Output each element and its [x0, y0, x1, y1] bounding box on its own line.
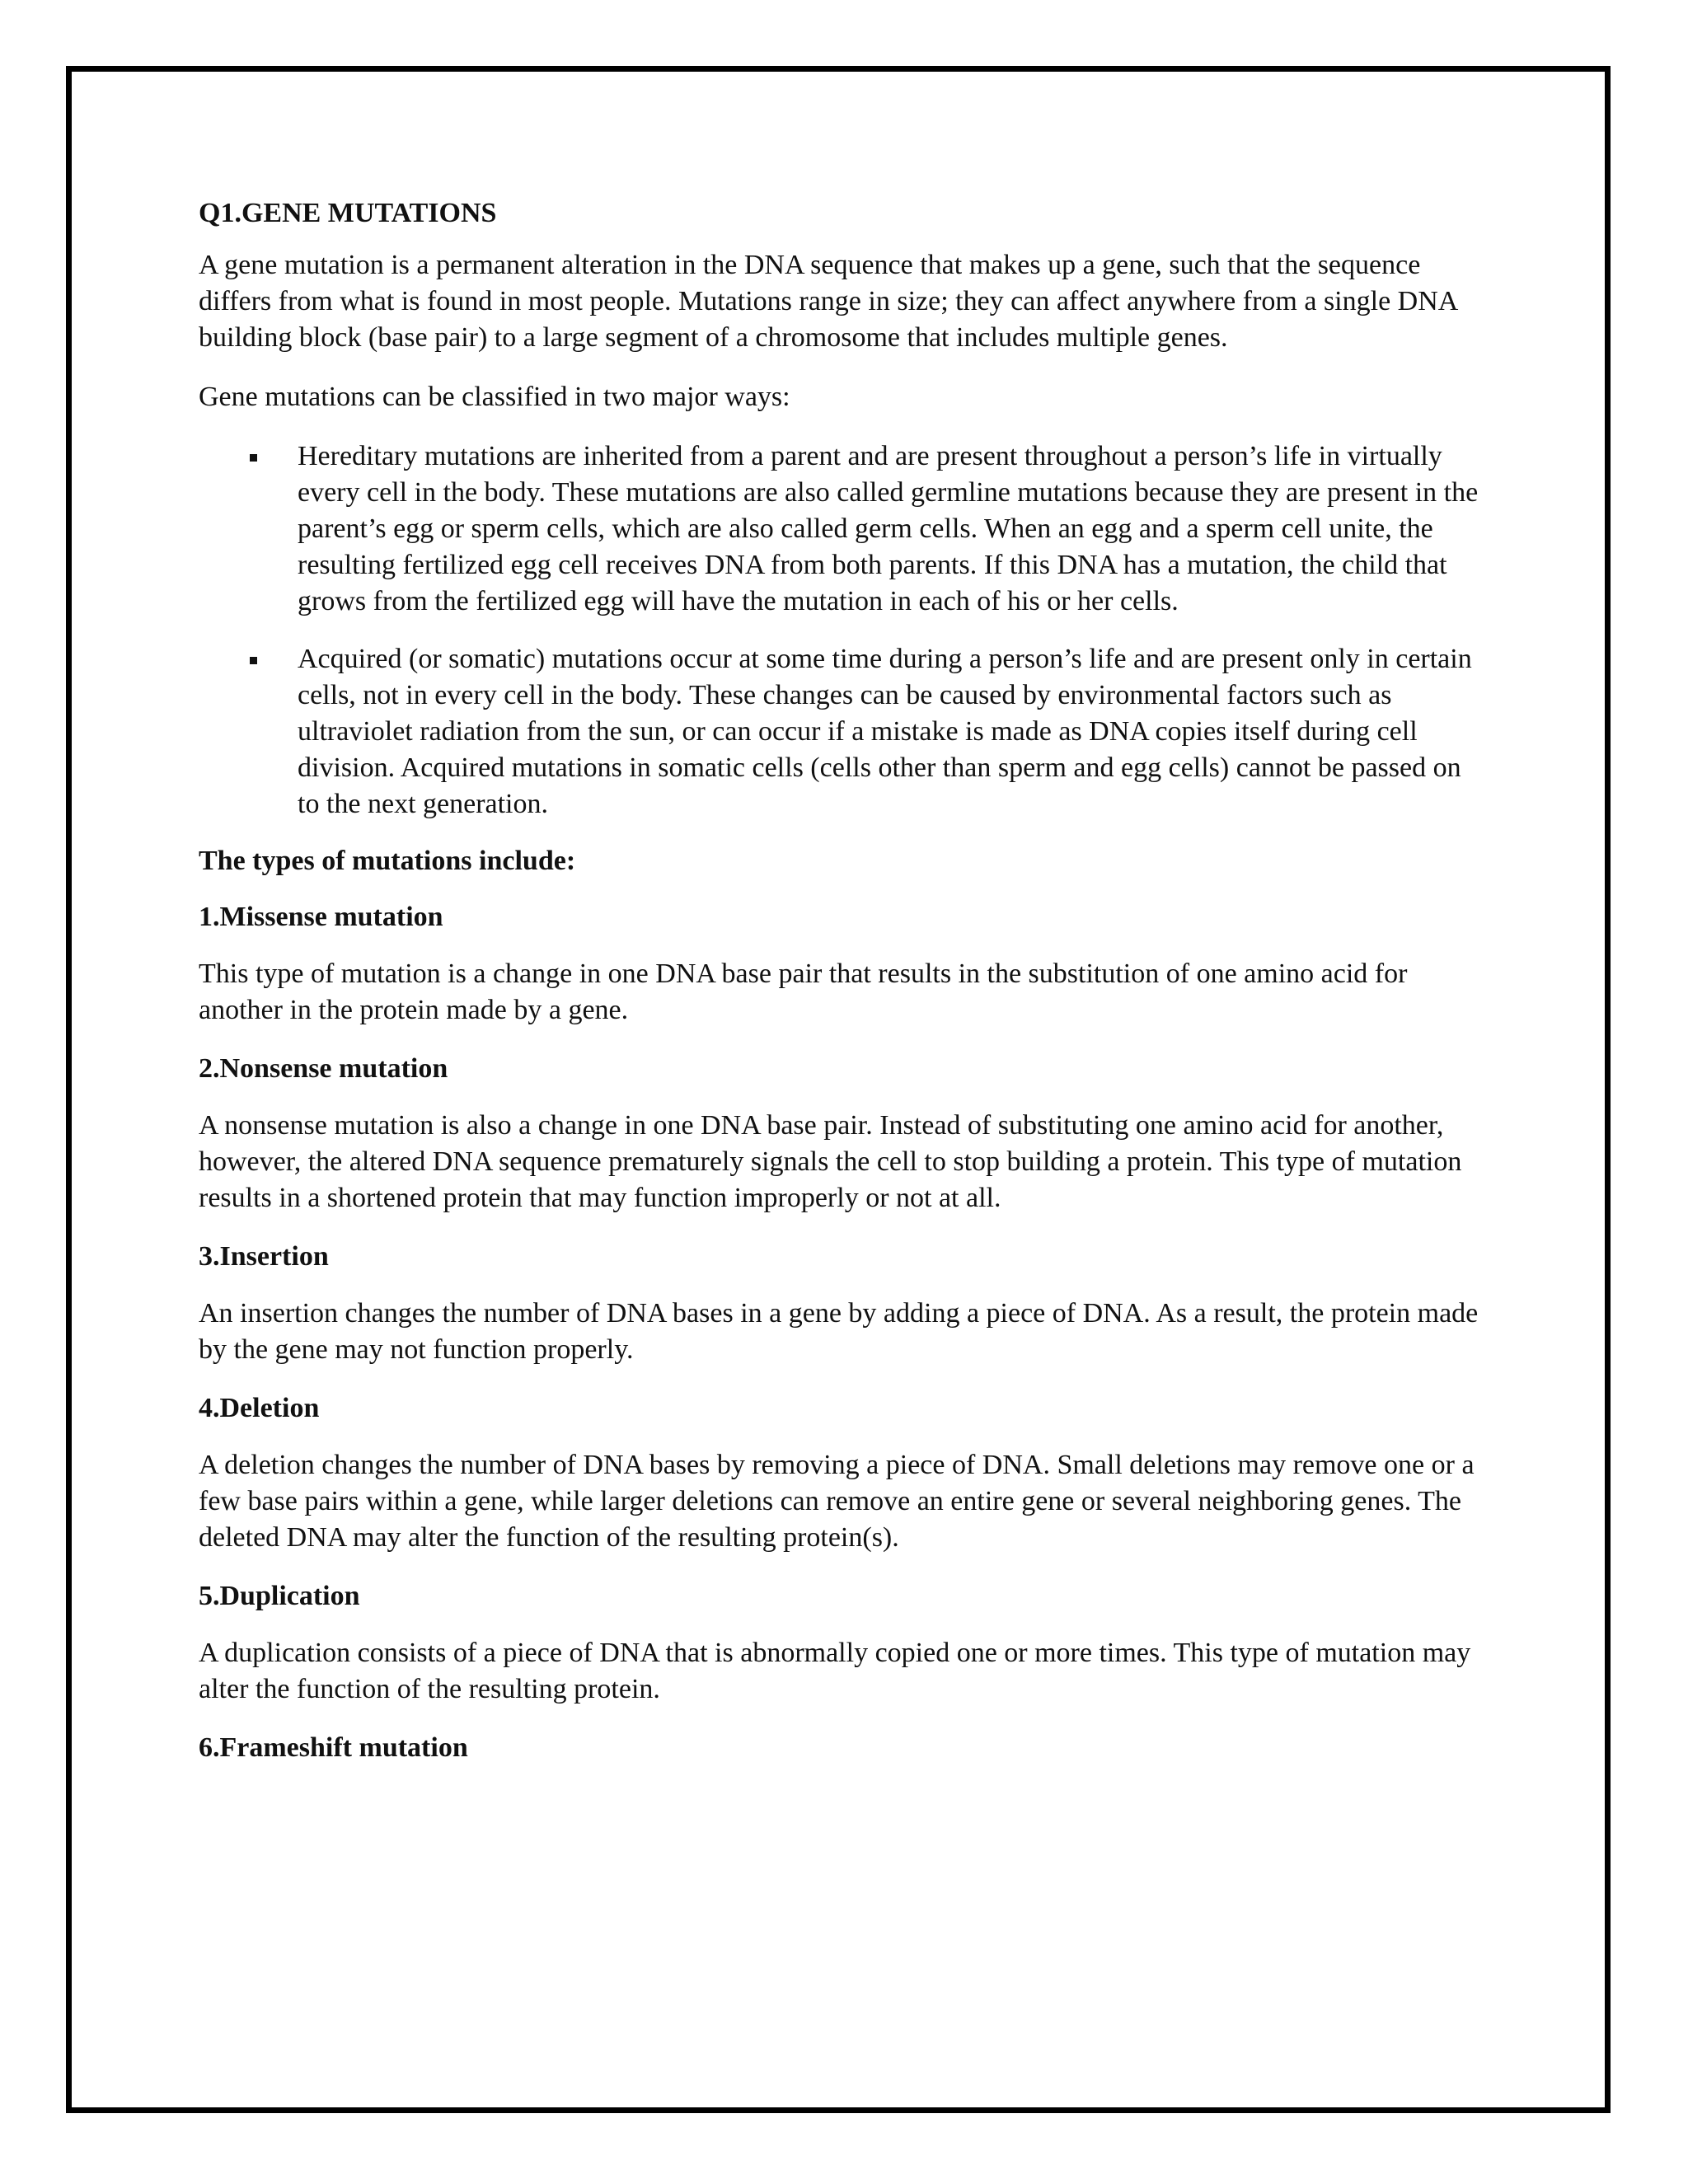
document-body	[199, 196, 1484, 1787]
list-item-acquired	[199, 641, 1484, 823]
section-missense	[199, 900, 1484, 1029]
document-title: Q1.GENE MUTATIONS	[199, 198, 497, 228]
classification-intro: Gene mutations can be classified in two major ways:	[199, 382, 790, 412]
section-title: 2.Nonsense mutation	[199, 1053, 448, 1084]
section-title: 6.Frameshift mutation	[199, 1732, 468, 1763]
section-body: A nonsense mutation is also a change in one DNA base pair. Instead of substituting one amino acid for another, however, the altered DNA sequence prematurely signals the cell to stop building a protein. This type of mutation results in a shortened protein that may function improperly or not at all.	[199, 1110, 1462, 1213]
intro-paragraph: A gene mutation is a permanent alteration in the DNA sequence that makes up a gene, such that the sequence differs from what is found in most people. Mutations range in size; they can affect anywhere from a single DNA building block (base pair) to a large segment of a chromosome that includes multiple genes.	[199, 250, 1457, 353]
section-body: A deletion changes the number of DNA bases by removing a piece of DNA. Small deletions may remove one or a few base pairs within a gene, while larger deletions can remove an entire gene or several neighboring genes. The deleted DNA may alter the function of the resulting protein(s).	[199, 1450, 1475, 1553]
section-frameshift	[199, 1731, 1484, 1765]
square-bullet-icon	[250, 454, 257, 462]
classification-list	[199, 438, 1484, 823]
section-duplication	[199, 1579, 1484, 1708]
types-heading: The types of mutations include:	[199, 846, 576, 876]
list-item-text: Acquired (or somatic) mutations occur at some time during a person’s life and are present only in certain cells, not in every cell in the body. These changes can be caused by environmental factors such as ultraviolet radiation from the sun, or can occur if a mistake is made as DNA copies itself during cell division. Acquired mutations in somatic cells (cells other than sperm and egg cells) cannot be passed on to the next generation.	[298, 644, 1472, 819]
section-insertion	[199, 1240, 1484, 1368]
list-item-hereditary	[199, 438, 1484, 620]
section-title: 5.Duplication	[199, 1581, 360, 1611]
section-body: An insertion changes the number of DNA bases in a gene by adding a piece of DNA. As a result, the protein made by the gene may not function properly.	[199, 1298, 1479, 1365]
square-bullet-icon	[250, 657, 257, 664]
section-title: 1.Missense mutation	[199, 902, 443, 932]
section-body: This type of mutation is a change in one DNA base pair that results in the substitution of one amino acid for another in the protein made by a gene.	[199, 958, 1408, 1025]
section-title: 3.Insertion	[199, 1241, 329, 1272]
section-title: 4.Deletion	[199, 1393, 320, 1423]
section-nonsense	[199, 1052, 1484, 1216]
section-deletion	[199, 1391, 1484, 1556]
list-item-text: Hereditary mutations are inherited from a parent and are present throughout a person’s life in virtually every cell in the body. These mutations are also called germline mutations because they are present in the parent’s egg or sperm cells, which are also called germ cells. When an egg and a sperm cell unite, the resulting fertilized egg cell receives DNA from both parents. If this DNA has a mutation, the child that grows from the fertilized egg will have the mutation in each of his or her cells.	[298, 441, 1479, 616]
section-body: A duplication consists of a piece of DNA that is abnormally copied one or more times. This type of mutation may alter the function of the resulting protein.	[199, 1638, 1471, 1704]
